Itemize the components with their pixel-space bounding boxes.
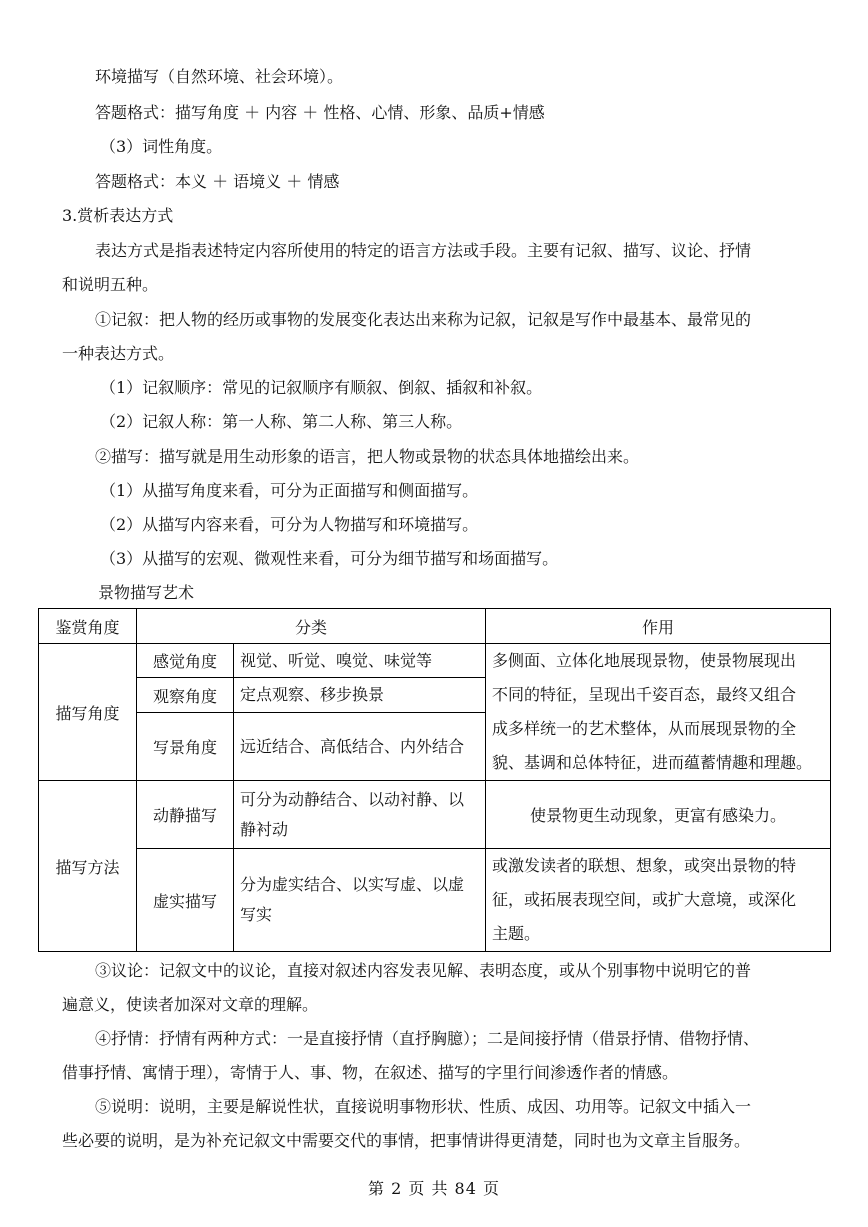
para-expression-2: 和说明五种。 xyxy=(62,275,159,294)
effect-angle-line: 貌、基调和总体特征，进而蕴蓄情趣和理趣。 xyxy=(492,753,813,772)
scenery-description-table xyxy=(38,608,831,952)
sub-virtual-real: 虚实描写 xyxy=(137,849,234,952)
detail-line: 分为虚实结合、以实写虚、以虚 xyxy=(240,875,465,894)
effect-motion-stillness: 使景物更生动现象，更富有感染力。 xyxy=(486,781,831,849)
group-label-method: 描写方法 xyxy=(39,781,137,952)
table-caption: 景物描写艺术 xyxy=(98,583,195,602)
effect-line: 或激发读者的联想、想象，或突出景物的特 xyxy=(492,856,797,875)
effect-line: 征，或拓展表现空间，或扩大意境，或深化 xyxy=(492,890,797,909)
section-heading: 3.赏析表达方式 xyxy=(62,206,174,225)
sub-motion-stillness: 动静描写 xyxy=(137,781,234,849)
detail-observation: 定点观察、移步换景 xyxy=(234,678,486,713)
sub-scenery-writing: 写景角度 xyxy=(137,713,234,781)
para-expression-1: 表达方式是指表述特定内容所使用的特定的语言方法或手段。主要有记叙、描写、议论、抒情 xyxy=(95,241,752,260)
header-category: 分类 xyxy=(137,609,486,644)
effect-line: 主题。 xyxy=(492,924,541,943)
sub-sensory: 感觉角度 xyxy=(137,644,234,678)
para-description: ②描写：描写就是用生动形象的语言，把人物或景物的状态具体地描绘出来。 xyxy=(95,447,640,466)
para-argument-1: ③议论：记叙文中的议论，直接对叙述内容发表见解、表明态度，或从个别事物中说明它的普 xyxy=(95,961,752,980)
description-content: （2）从描写内容来看，可分为人物描写和环境描写。 xyxy=(100,515,479,534)
line-answer-format-2: 答题格式：本义 ＋ 语境义 ＋ 情感 xyxy=(95,172,340,191)
detail-sensory: 视觉、听觉、嗅觉、味觉等 xyxy=(234,644,486,678)
para-narration-1: ①记叙：把人物的经历或事物的发展变化表达出来称为记叙，记叙是写作中最基本、最常见的 xyxy=(95,310,752,329)
narration-order: （1）记叙顺序：常见的记叙顺序有顺叙、倒叙、插叙和补叙。 xyxy=(100,378,543,397)
effect-angle-line: 不同的特征，呈现出千姿百态，最终又组合 xyxy=(492,685,797,704)
para-explanation-1: ⑤说明：说明，主要是解说性状，直接说明事物形状、性质、成因、功用等。记叙文中插入一 xyxy=(95,1097,752,1116)
description-angle: （1）从描写角度来看，可分为正面描写和侧面描写。 xyxy=(100,481,479,500)
line-answer-format-1: 答题格式：描写角度 ＋ 内容 ＋ 性格、心情、形象、品质+情感 xyxy=(95,103,545,122)
description-scale: （3）从描写的宏观、微观性来看，可分为细节描写和场面描写。 xyxy=(100,549,559,568)
para-explanation-2: 些必要的说明，是为补充记叙文中需要交代的事情，把事情讲得更清楚，同时也为文章主旨服务。 xyxy=(62,1131,751,1150)
line-word-angle: （3）词性角度。 xyxy=(100,137,223,156)
detail-virtual-real xyxy=(234,849,486,952)
line-environment: 环境描写（自然环境、社会环境）。 xyxy=(95,67,344,86)
narration-person: （2）记叙人称：第一人称、第二人称、第三人称。 xyxy=(100,412,463,431)
sub-observation: 观察角度 xyxy=(137,678,234,713)
effect-angle xyxy=(486,644,831,781)
effect-virtual-real xyxy=(486,849,831,952)
header-appreciation-angle: 鉴赏角度 xyxy=(39,609,137,644)
effect-angle-line: 成多样统一的艺术整体，从而展现景物的全 xyxy=(492,719,797,738)
para-narration-2: 一种表达方式。 xyxy=(62,344,175,363)
page-footer: 第 2 页 共 84 页 xyxy=(368,1179,500,1198)
detail-line: 写实 xyxy=(240,905,273,924)
header-effect: 作用 xyxy=(486,609,831,644)
para-lyric-1: ④抒情：抒情有两种方式：一是直接抒情（直抒胸臆）；二是间接抒情（借景抒情、借物抒情、 xyxy=(95,1029,760,1048)
detail-line: 可分为动静结合、以动衬静、以 xyxy=(240,789,465,809)
effect-angle-line: 多侧面、立体化地展现景物，使景物展现出 xyxy=(492,651,797,670)
detail-scenery-writing: 远近结合、高低结合、内外结合 xyxy=(234,713,486,781)
detail-motion-stillness xyxy=(234,781,486,849)
detail-line: 静衬动 xyxy=(240,819,289,839)
para-argument-2: 遍意义，使读者加深对文章的理解。 xyxy=(62,995,319,1014)
group-label-angle: 描写角度 xyxy=(39,644,137,781)
para-lyric-2: 借事抒情、寓情于理），寄情于人、事、物，在叙述、描写的字里行间渗透作者的情感。 xyxy=(62,1063,679,1082)
